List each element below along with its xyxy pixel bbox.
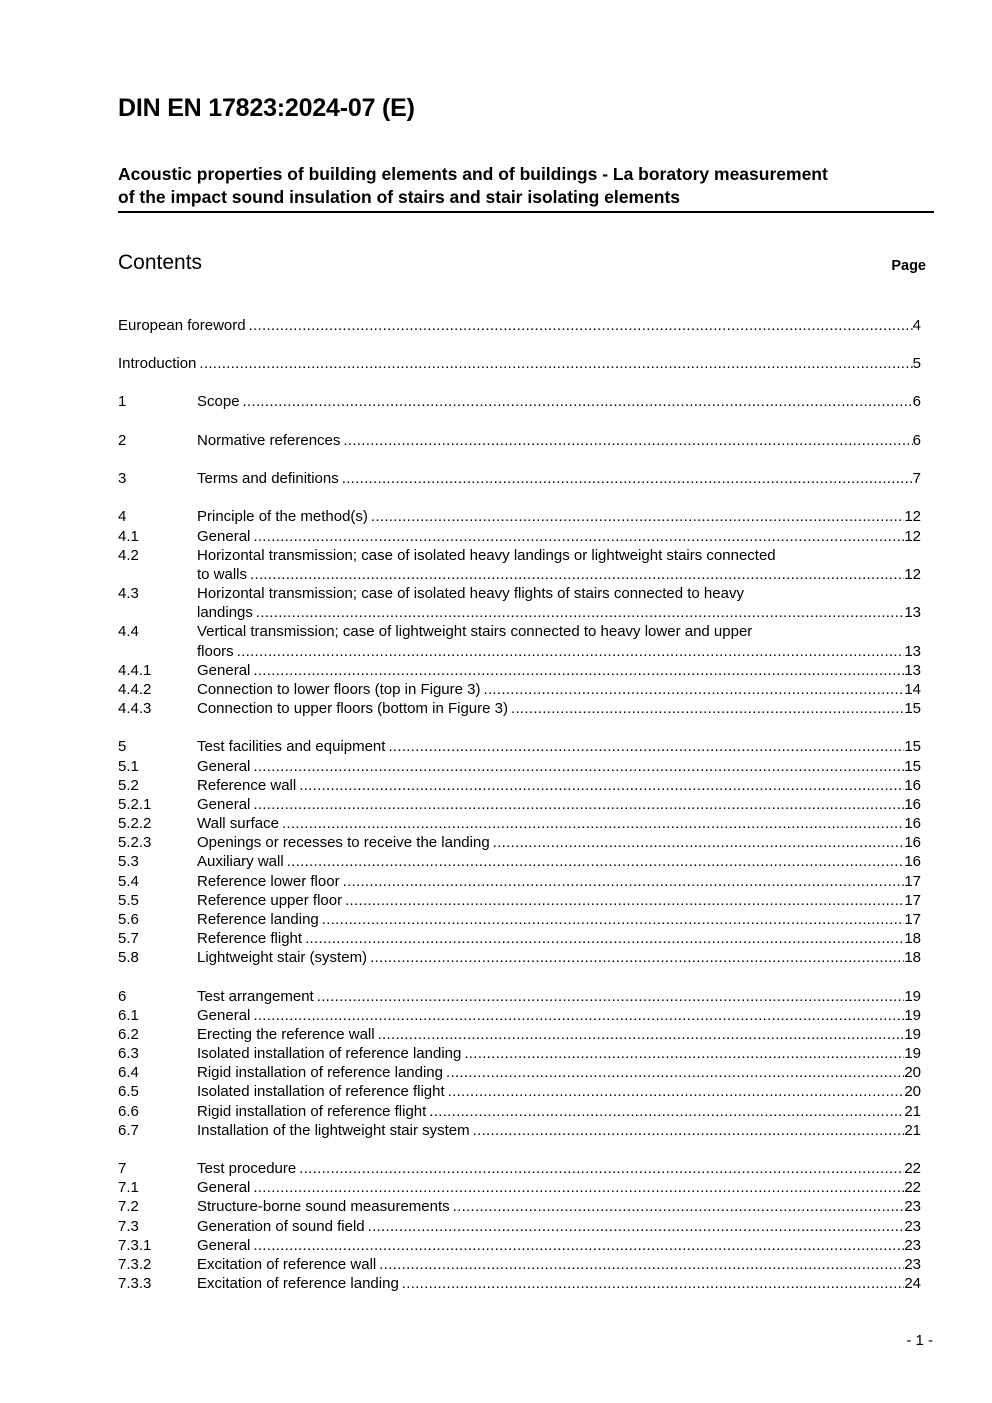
- toc-entry-text: [197, 1274, 921, 1293]
- toc-entry[interactable]: [118, 737, 921, 756]
- toc-entry-page: 22: [904, 1160, 921, 1177]
- toc-dot-leader: [343, 431, 912, 450]
- toc-entry-page: 19: [904, 1045, 921, 1062]
- toc-entry-number: 4.1: [118, 528, 139, 545]
- toc-entry-text: [197, 699, 921, 718]
- toc-entry-number: 5.5: [118, 892, 139, 909]
- toc-entry-number: 7.1: [118, 1179, 139, 1196]
- toc-dot-leader: [345, 891, 904, 910]
- toc-entry-number: 3: [118, 470, 127, 487]
- toc-entry-label: General: [197, 796, 251, 813]
- toc-dot-leader: [322, 910, 905, 929]
- toc-entry-label: European foreword: [118, 317, 246, 334]
- toc-entry-label: Rigid installation of reference flight: [197, 1103, 427, 1120]
- toc-entry[interactable]: [118, 527, 921, 546]
- toc-entry-page: 12: [904, 528, 921, 545]
- toc-entry-page: 16: [904, 853, 921, 870]
- toc-entry-number: 5.2: [118, 777, 139, 794]
- toc-entry-text: [197, 1063, 921, 1082]
- toc-entry-label: Test facilities and equipment: [197, 738, 386, 755]
- toc-entry[interactable]: [118, 1255, 921, 1274]
- toc-entry-page: 17: [904, 892, 921, 909]
- toc-entry[interactable]: [118, 872, 921, 891]
- toc-entry-number: 6.5: [118, 1083, 139, 1100]
- toc-dot-leader: [453, 1197, 905, 1216]
- toc-entry-number: 5.7: [118, 930, 139, 947]
- toc-entry-label: Principle of the method(s): [197, 508, 368, 525]
- toc-dot-leader: [256, 603, 904, 622]
- toc-entry-text: [197, 948, 921, 967]
- toc-entry-text: [197, 1121, 921, 1140]
- toc-entry-page: 18: [904, 930, 921, 947]
- toc-entry-label: Introduction: [118, 355, 197, 372]
- toc-entry-label: Scope: [197, 393, 240, 410]
- toc-entry[interactable]: [118, 1044, 921, 1063]
- toc-entry-label: Lightweight stair (system): [197, 949, 368, 966]
- toc-entry[interactable]: [118, 814, 921, 833]
- toc-entry-label: Rigid installation of reference landing: [197, 1064, 443, 1081]
- toc-entry-page: 19: [904, 1007, 921, 1024]
- toc-entry-page: 20: [904, 1064, 921, 1081]
- toc-entry-page: 23: [904, 1237, 921, 1254]
- toc-entry[interactable]: [118, 929, 921, 948]
- toc-entry-number: 5.6: [118, 911, 139, 928]
- toc-entry[interactable]: [118, 948, 921, 967]
- toc-entry[interactable]: [118, 622, 921, 641]
- document-title: [118, 163, 934, 213]
- toc-entry-text: [197, 833, 921, 852]
- toc-dot-leader: [253, 1236, 904, 1255]
- toc-entry-label: Isolated installation of reference flight: [197, 1083, 445, 1100]
- toc-entry-number: 7.3.2: [118, 1256, 152, 1273]
- toc-entry-text: [197, 565, 921, 584]
- toc-entry-number: 5.2.1: [118, 796, 152, 813]
- document-title-line-2: of the impact sound insulation of stairs and stair isolating elements: [118, 187, 681, 207]
- toc-entry-text: [197, 776, 921, 795]
- toc-entry-label: Auxiliary wall: [197, 853, 284, 870]
- toc-entry-text: [197, 507, 921, 526]
- toc-entry-page: 16: [904, 834, 921, 851]
- toc-dot-leader: [446, 1063, 904, 1082]
- toc-entry-number: 7.3.3: [118, 1275, 152, 1292]
- toc-entry-text: [197, 1178, 921, 1197]
- toc-entry-label: Erecting the reference wall: [197, 1026, 375, 1043]
- toc-entry-label: Structure-borne sound measurements: [197, 1198, 450, 1215]
- toc-entry-number: 4.4.3: [118, 700, 152, 717]
- toc-entry-number: 6.1: [118, 1007, 139, 1024]
- toc-entry-label: General: [197, 528, 251, 545]
- toc-entry-page: 6: [912, 432, 921, 449]
- toc-dot-leader: [473, 1121, 905, 1140]
- toc-entry[interactable]: [118, 584, 921, 603]
- toc-entry[interactable]: [118, 987, 921, 1006]
- toc-entry-label: landings: [197, 604, 253, 621]
- toc-entry-number: 5.3: [118, 853, 139, 870]
- toc-entry[interactable]: [118, 776, 921, 795]
- page-column-header: Page: [891, 258, 926, 274]
- toc-entry-number: 1: [118, 393, 127, 410]
- toc-dot-leader: [253, 661, 904, 680]
- toc-entry-number: 5: [118, 738, 127, 755]
- toc-entry[interactable]: [118, 891, 921, 910]
- toc-entry-page: 24: [904, 1275, 921, 1292]
- toc-dot-leader: [378, 1025, 905, 1044]
- toc-entry-number: 4.4.1: [118, 662, 152, 679]
- toc-entry-number: 6.4: [118, 1064, 139, 1081]
- toc-dot-leader: [253, 1006, 904, 1025]
- toc-entry[interactable]: [118, 1006, 921, 1025]
- toc-entry[interactable]: [118, 852, 921, 871]
- toc-entry-text: [197, 1102, 921, 1121]
- toc-entry-label: Test procedure: [197, 1160, 297, 1177]
- toc-entry-page: 18: [904, 949, 921, 966]
- toc-entry-number: 5.2.2: [118, 815, 152, 832]
- toc-dot-leader: [243, 392, 913, 411]
- toc-dot-leader: [429, 1102, 904, 1121]
- toc-entry-text: [197, 1255, 921, 1274]
- toc-entry-text: [197, 431, 921, 450]
- toc-entry-number: 4.2: [118, 547, 139, 564]
- toc-entry-text: [197, 872, 921, 891]
- toc-entry-label: General: [197, 1237, 251, 1254]
- toc-entry-number: 5.1: [118, 758, 139, 775]
- toc-entry-number: 7: [118, 1160, 127, 1177]
- toc-entry[interactable]: [118, 661, 921, 680]
- toc-entry-text: [197, 1025, 921, 1044]
- toc-entry[interactable]: [118, 1063, 921, 1082]
- toc-entry-number: 5.4: [118, 873, 139, 890]
- toc-entry-label: Test arrangement: [197, 988, 314, 1005]
- toc-entry[interactable]: [118, 1159, 921, 1178]
- toc-entry-text: [197, 1006, 921, 1025]
- toc-dot-leader: [379, 1255, 904, 1274]
- toc-entry-text: [197, 1197, 921, 1216]
- toc-entry-label: Wall surface: [197, 815, 279, 832]
- toc-entry-number: 4.3: [118, 585, 139, 602]
- document-title-line-1: Acoustic properties of building elements and of buildings - La boratory measurement: [118, 164, 828, 184]
- toc-dot-leader: [250, 565, 904, 584]
- page-number: - 1 -: [906, 1332, 933, 1349]
- toc-entry-text: [197, 392, 921, 411]
- toc-dot-leader: [493, 833, 905, 852]
- toc-entry-page: 21: [904, 1122, 921, 1139]
- toc-entry[interactable]: [118, 507, 921, 526]
- toc-entry-page: 19: [904, 1026, 921, 1043]
- toc-dot-leader: [199, 354, 912, 373]
- toc-entry-text: [197, 795, 921, 814]
- toc-entry[interactable]: [118, 431, 921, 450]
- toc-entry-text: [197, 1236, 921, 1255]
- toc-entry-number: 5.2.3: [118, 834, 152, 851]
- toc-entry-text: [118, 354, 921, 373]
- toc-entry-text: [118, 316, 921, 335]
- toc-entry[interactable]: [118, 1236, 921, 1255]
- toc-entry-number: 4.4.2: [118, 681, 152, 698]
- toc-entry-text: [197, 603, 921, 622]
- toc-entry-text: [197, 680, 921, 699]
- toc-entry-label: Horizontal transmission; case of isolated heavy landings or lightweight stairs connected: [197, 547, 776, 564]
- toc-entry[interactable]: [118, 392, 921, 411]
- toc-entry-label: General: [197, 662, 251, 679]
- toc-entry-text: [197, 814, 921, 833]
- toc-entry-number: 6.2: [118, 1026, 139, 1043]
- toc-dot-leader: [317, 987, 905, 1006]
- toc-entry-page: 20: [904, 1083, 921, 1100]
- toc-entry-label: Vertical transmission; case of lightweight stairs connected to heavy lower and upper: [197, 623, 753, 640]
- toc-entry-page: 12: [904, 508, 921, 525]
- toc-entry[interactable]: [118, 603, 921, 622]
- toc-dot-leader: [253, 527, 904, 546]
- toc-entry-page: 13: [904, 604, 921, 621]
- toc-dot-leader: [342, 469, 913, 488]
- toc-entry[interactable]: [118, 1178, 921, 1197]
- toc-entry-text: [197, 469, 921, 488]
- toc-dot-leader: [511, 699, 904, 718]
- toc-entry-label: Excitation of reference landing: [197, 1275, 399, 1292]
- toc-entry-page: 16: [904, 796, 921, 813]
- toc-dot-leader: [370, 948, 904, 967]
- toc-dot-leader: [464, 1044, 904, 1063]
- toc-entry-page: 12: [904, 566, 921, 583]
- toc-entry-page: 21: [904, 1103, 921, 1120]
- toc-entry-text: [197, 661, 921, 680]
- toc-dot-leader: [253, 795, 904, 814]
- toc-entry-text: [197, 1159, 921, 1178]
- toc-entry-page: 15: [904, 700, 921, 717]
- toc-entry-page: 17: [904, 873, 921, 890]
- toc-entry-text: [197, 737, 921, 756]
- toc-entry-text: [197, 910, 921, 929]
- toc-dot-leader: [299, 1159, 904, 1178]
- toc-entry-text: [197, 891, 921, 910]
- toc-entry-label: Reference upper floor: [197, 892, 343, 909]
- toc-entry-text: [197, 1082, 921, 1101]
- toc-entry-label: Normative references: [197, 432, 341, 449]
- toc-dot-leader: [237, 642, 905, 661]
- toc-entry-page: 19: [904, 988, 921, 1005]
- toc-entry-page: 7: [912, 470, 921, 487]
- document-id: DIN EN 17823:2024-07 (E): [118, 94, 415, 122]
- toc-entry-label: Reference lower floor: [197, 873, 340, 890]
- toc-dot-leader: [371, 507, 904, 526]
- toc-entry-label: General: [197, 1007, 251, 1024]
- toc-entry-label: Excitation of reference wall: [197, 1256, 377, 1273]
- toc-entry[interactable]: [118, 1082, 921, 1101]
- toc-entry[interactable]: [118, 565, 921, 584]
- toc-entry[interactable]: [118, 910, 921, 929]
- toc-entry-label: to walls: [197, 566, 248, 583]
- toc-entry-text: [197, 852, 921, 871]
- toc-entry[interactable]: [118, 1121, 921, 1140]
- toc-entry[interactable]: [118, 354, 921, 373]
- toc-entry-text: [197, 622, 921, 641]
- toc-entry-label: Reference wall: [197, 777, 297, 794]
- toc-dot-leader: [253, 757, 904, 776]
- toc-entry-page: 23: [904, 1256, 921, 1273]
- toc-entry-page: 15: [904, 738, 921, 755]
- toc-entry-text: [197, 987, 921, 1006]
- toc-entry[interactable]: [118, 1274, 921, 1293]
- toc-entry-number: 6.7: [118, 1122, 139, 1139]
- toc-entry[interactable]: [118, 642, 921, 661]
- toc-entry-number: 4: [118, 508, 127, 525]
- toc-dot-leader: [287, 852, 905, 871]
- toc-entry[interactable]: [118, 795, 921, 814]
- toc-entry-page: 4: [912, 317, 921, 334]
- toc-entry-number: 2: [118, 432, 127, 449]
- toc-entry-page: 22: [904, 1179, 921, 1196]
- toc-entry-number: 6: [118, 988, 127, 1005]
- toc-entry-text: [197, 527, 921, 546]
- toc-entry-page: 6: [912, 393, 921, 410]
- toc-entry[interactable]: [118, 1102, 921, 1121]
- toc-entry-label: Reference flight: [197, 930, 303, 947]
- toc-entry-text: [197, 584, 921, 603]
- toc-entry-label: General: [197, 1179, 251, 1196]
- toc-entry-label: Generation of sound field: [197, 1218, 365, 1235]
- toc-entry[interactable]: [118, 1025, 921, 1044]
- toc-entry[interactable]: [118, 833, 921, 852]
- toc-entry[interactable]: [118, 1217, 921, 1236]
- toc-entry[interactable]: [118, 699, 921, 718]
- toc-entry-text: [197, 1044, 921, 1063]
- toc-entry-label: Terms and definitions: [197, 470, 339, 487]
- toc-entry-page: 17: [904, 911, 921, 928]
- toc-entry-label: Reference landing: [197, 911, 319, 928]
- toc-dot-leader: [299, 776, 904, 795]
- toc-dot-leader: [249, 316, 913, 335]
- toc-entry-label: Connection to upper floors (bottom in Figure 3): [197, 700, 508, 717]
- toc-dot-leader: [368, 1217, 905, 1236]
- toc-entry-label: Isolated installation of reference landing: [197, 1045, 462, 1062]
- toc-entry-page: 16: [904, 815, 921, 832]
- toc-entry-label: Installation of the lightweight stair system: [197, 1122, 470, 1139]
- toc-dot-leader: [305, 929, 904, 948]
- toc-dot-leader: [388, 737, 904, 756]
- toc-entry-text: [197, 929, 921, 948]
- toc-entry-page: 16: [904, 777, 921, 794]
- toc-dot-leader: [343, 872, 905, 891]
- contents-heading: Contents: [118, 251, 203, 274]
- toc-dot-leader: [253, 1178, 904, 1197]
- toc-entry-label: General: [197, 758, 251, 775]
- toc-entry[interactable]: [118, 1197, 921, 1216]
- toc-entry-text: [197, 757, 921, 776]
- toc-dot-leader: [402, 1274, 905, 1293]
- toc-entry[interactable]: [118, 757, 921, 776]
- toc-entry-number: 6.6: [118, 1103, 139, 1120]
- toc-entry-number: 5.8: [118, 949, 139, 966]
- toc-entry-number: 7.3.1: [118, 1237, 152, 1254]
- toc-entry-label: Connection to lower floors (top in Figure 3): [197, 681, 481, 698]
- toc-entry-number: 6.3: [118, 1045, 139, 1062]
- toc-entry-number: 4.4: [118, 623, 139, 640]
- toc-entry[interactable]: [118, 316, 921, 335]
- toc-dot-leader: [448, 1082, 905, 1101]
- toc-dot-leader: [282, 814, 904, 833]
- toc-entry[interactable]: [118, 680, 921, 699]
- toc-entry-page: 13: [904, 643, 921, 660]
- toc-entry-page: 5: [912, 355, 921, 372]
- toc-entry-text: [197, 546, 921, 565]
- toc-entry-number: 7.2: [118, 1198, 139, 1215]
- toc-entry[interactable]: [118, 546, 921, 565]
- toc-entry-label: Openings or recesses to receive the landing: [197, 834, 490, 851]
- toc-dot-leader: [483, 680, 904, 699]
- toc-entry-number: 7.3: [118, 1218, 139, 1235]
- toc-entry-page: 23: [904, 1198, 921, 1215]
- toc-entry-text: [197, 642, 921, 661]
- toc-entry-page: 14: [904, 681, 921, 698]
- toc-entry-page: 15: [904, 758, 921, 775]
- toc-entry[interactable]: [118, 469, 921, 488]
- toc-entry-page: 13: [904, 662, 921, 679]
- toc-entry-label: floors: [197, 643, 234, 660]
- toc-entry-label: Horizontal transmission; case of isolated heavy flights of stairs connected to heavy: [197, 585, 744, 602]
- toc-entry-text: [197, 1217, 921, 1236]
- toc-entry-page: 23: [904, 1218, 921, 1235]
